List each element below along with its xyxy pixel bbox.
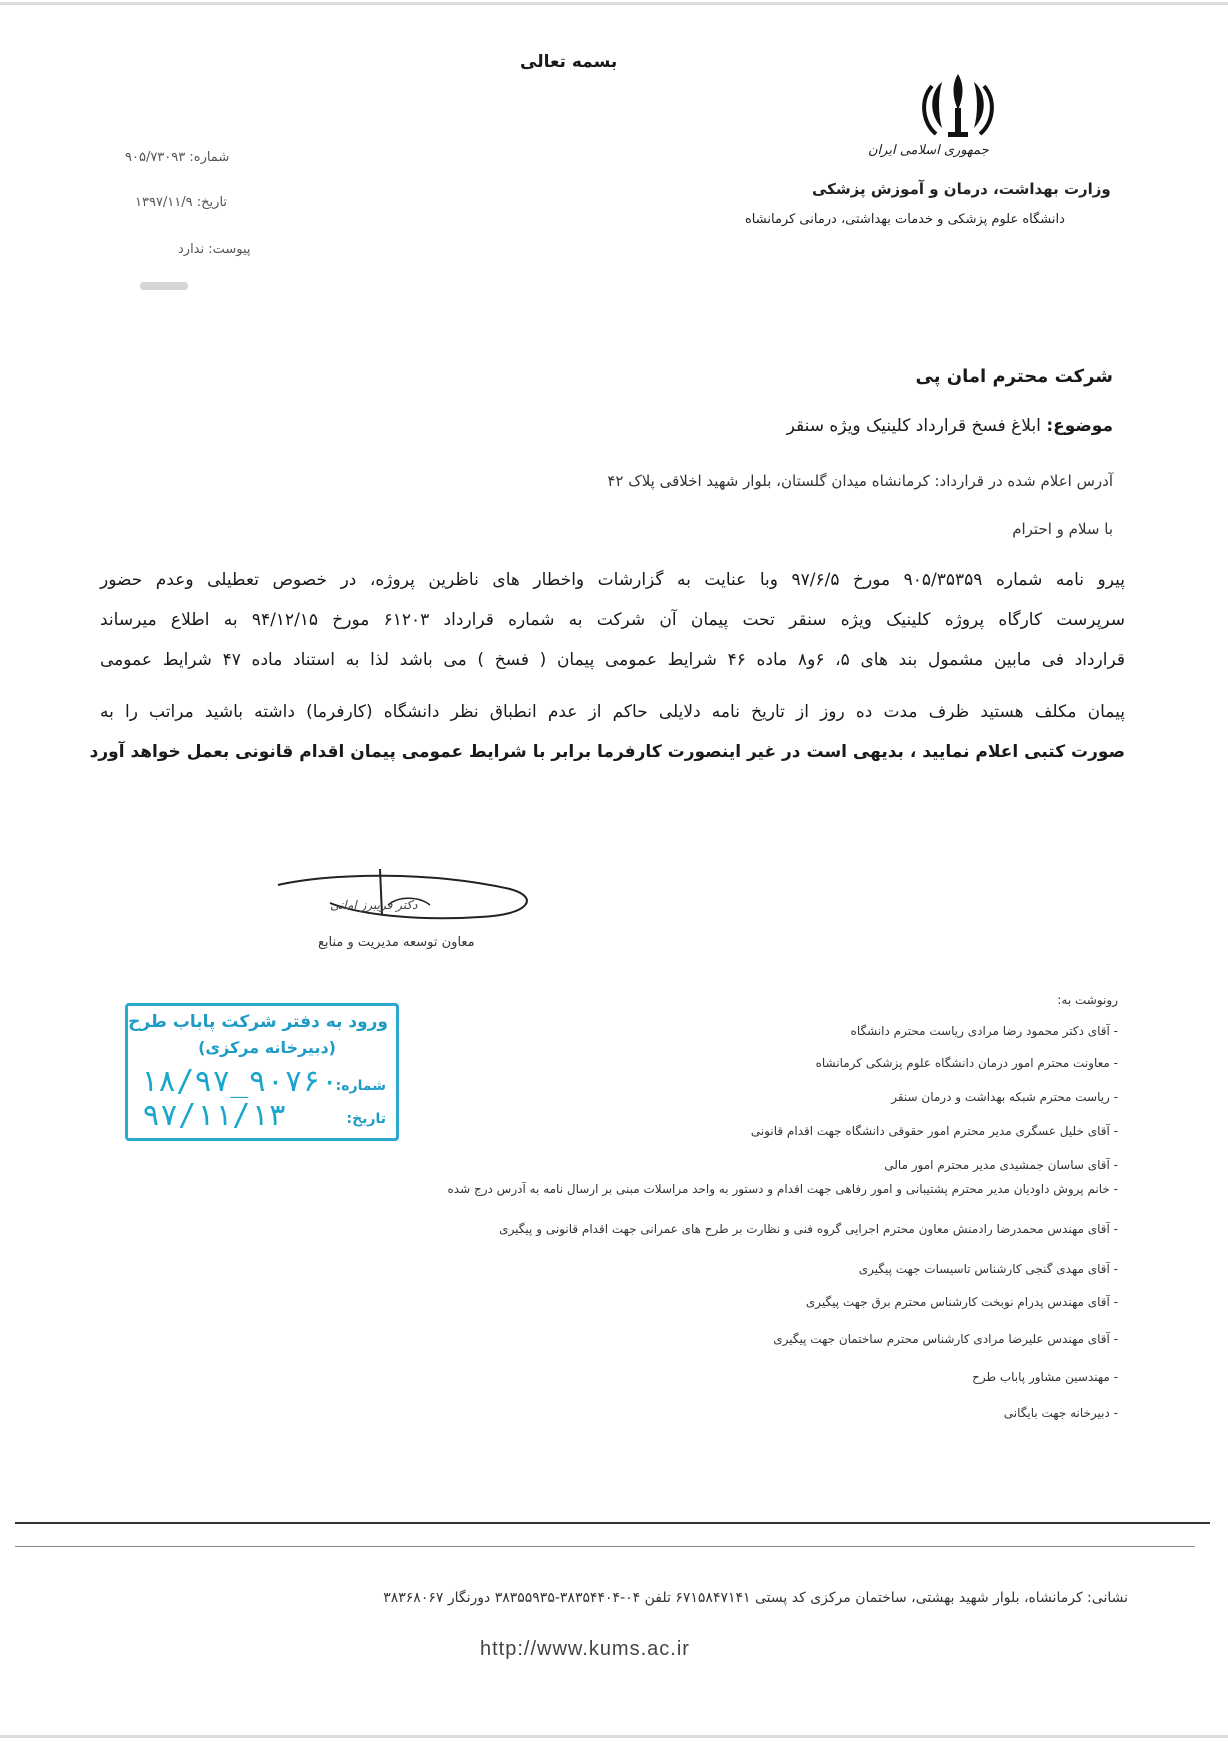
receipt-stamp bbox=[125, 1003, 399, 1141]
university-text: دانشگاه علوم پزشکی و خدمات بهداشتی، درمانی کرمانشاه bbox=[745, 212, 1065, 227]
stamp-date-label: تاریخ: bbox=[346, 1111, 386, 1127]
ministry-text: وزارت بهداشت، درمان و آموزش پزشکی bbox=[812, 180, 1111, 198]
cc-item: - ریاست محترم شبکه بهداشت و درمان سنقر bbox=[891, 1090, 1118, 1104]
body-line: پیمان مکلف هستید ظرف مدت ده روز از تاریخ نامه دلایلی حاکم از عدم انطباق نظر دانشگاه (کارفرما) داشته باشید مراتب را به bbox=[100, 702, 1125, 722]
bismillah-heading: بسمه تعالی bbox=[520, 52, 618, 72]
cc-item: - آقای مهدی گنجی کارشناس تاسیسات جهت پیگیری bbox=[858, 1262, 1118, 1276]
signatory-title: معاون توسعه مدیریت و منابع bbox=[318, 935, 475, 950]
cc-item: - آقای ساسان جمشیدی مدیر محترم امور مالی bbox=[884, 1158, 1118, 1172]
recipient: شرکت محترم امان پی bbox=[915, 366, 1113, 387]
cc-heading: رونوشت به: bbox=[1057, 993, 1118, 1007]
iran-emblem-icon bbox=[918, 70, 998, 142]
footer-address: نشانی: کرمانشاه، بلوار شهید بهشتی، ساختمان مرکزی کد پستی ۶۷۱۵۸۴۷۱۴۱ تلفن ۰۴-۳۸۳۵۴۴۰۴-۳۸۳۵۵۹۳۵ دورنگار ۳۸۳۶۸۰۶۷ bbox=[383, 1590, 1128, 1606]
footer-divider-thin bbox=[15, 1546, 1195, 1547]
cc-item: - معاونت محترم امور درمان دانشگاه علوم پزشکی کرمانشاه bbox=[815, 1056, 1118, 1070]
footer-website: http://www.kums.ac.ir bbox=[480, 1638, 690, 1660]
cc-item: - آقای خلیل عسگری مدیر محترم امور حقوقی دانشگاه جهت اقدام قانونی bbox=[750, 1124, 1118, 1138]
stamp-title: ورود به دفتر شرکت پاباب طرح bbox=[128, 1012, 388, 1032]
subject-text: ابلاغ فسخ قرارداد کلینیک ویژه سنقر bbox=[786, 416, 1041, 436]
body-line: پیرو نامه شماره ۹۰۵/۳۵۳۵۹ مورخ ۹۷/۶/۵ وبا عنایت به گزارشات واخطار های ناظرین پروژه، در خصوص تعطیلی وعدم حضور bbox=[100, 570, 1125, 590]
cc-item: - آقای مهندس محمدرضا رادمنش معاون محترم اجرایی گروه فنی و نظارت بر طرح های عمرانی جهت اقدام قانونی و پیگیری bbox=[499, 1222, 1118, 1236]
cc-item: - خانم پروش داودیان مدیر محترم پشتیبانی و امور رفاهی جهت اقدام و دستور به واحد مراسلات مبنی بر ارسال نامه به آدرس درج شده bbox=[447, 1182, 1118, 1196]
letter-attachment: پیوست: ندارد bbox=[178, 242, 251, 257]
faded-mark bbox=[140, 282, 188, 290]
subject-row bbox=[787, 416, 1113, 436]
stamp-date-value: ۹۷/۱۱/۱۳ bbox=[142, 1098, 287, 1133]
address-line: آدرس اعلام شده در قرارداد: کرمانشاه میدان گلستان، بلوار شهید اخلاقی پلاک ۴۲ bbox=[607, 472, 1113, 490]
letter-date: تاریخ: ۱۳۹۷/۱۱/۹ bbox=[135, 195, 228, 210]
cc-item: - آقای دکتر محمود رضا مرادی ریاست محترم دانشگاه bbox=[850, 1024, 1118, 1038]
cc-item: - آقای مهندس علیرضا مرادی کارشناس محترم ساختمان جهت پیگیری bbox=[773, 1332, 1118, 1346]
scan-edge bbox=[0, 2, 1228, 5]
subject-label: موضوع: bbox=[1046, 416, 1113, 436]
stamp-subtitle: (دبیرخانه مرکزی) bbox=[198, 1038, 336, 1057]
cc-item: - دبیرخانه جهت بایگانی bbox=[1003, 1406, 1118, 1420]
body-line: قرارداد فی مابین مشمول بند های ۵، ۶و۸ ماده ۴۶ شرایط عمومی پیمان ( فسخ ) می باشد لذا به استناد ماده ۴۷ شرایط عمومی bbox=[100, 650, 1125, 670]
footer-divider bbox=[15, 1522, 1210, 1524]
republic-text: جمهوری اسلامی ایران bbox=[868, 143, 989, 158]
signatory-name: دکتر فریبرز امانی bbox=[330, 898, 418, 912]
body-line: سرپرست کارگاه پروژه کلینیک ویژه سنقر تحت پیمان آن شرکت به شماره قرارداد ۶۱۲۰۳ مورخ ۹۴/۱۲/۱۵ به اطلاع میرساند bbox=[100, 610, 1125, 630]
greeting: با سلام و احترام bbox=[1012, 520, 1113, 538]
letter-number: شماره: ۹۰۵/۷۳۰۹۳ bbox=[125, 150, 230, 165]
cc-item: - آقای مهندس پدرام نوبخت کارشناس محترم برق جهت پیگیری bbox=[805, 1295, 1118, 1309]
cc-item: - مهندسین مشاور پاباب طرح bbox=[972, 1370, 1118, 1384]
stamp-number-value: ۱۸/۹۷_۹۰۷۶۰ bbox=[140, 1064, 339, 1099]
scan-edge-bottom bbox=[0, 1735, 1228, 1738]
body-line: صورت کتبی اعلام نمایید ، بدیهی است در غیر اینصورت کارفرما برابر با شرایط عمومی پیمان اقدام قانونی بعمل خواهد آورد bbox=[89, 742, 1125, 762]
stamp-number-label: شماره: bbox=[335, 1078, 386, 1094]
